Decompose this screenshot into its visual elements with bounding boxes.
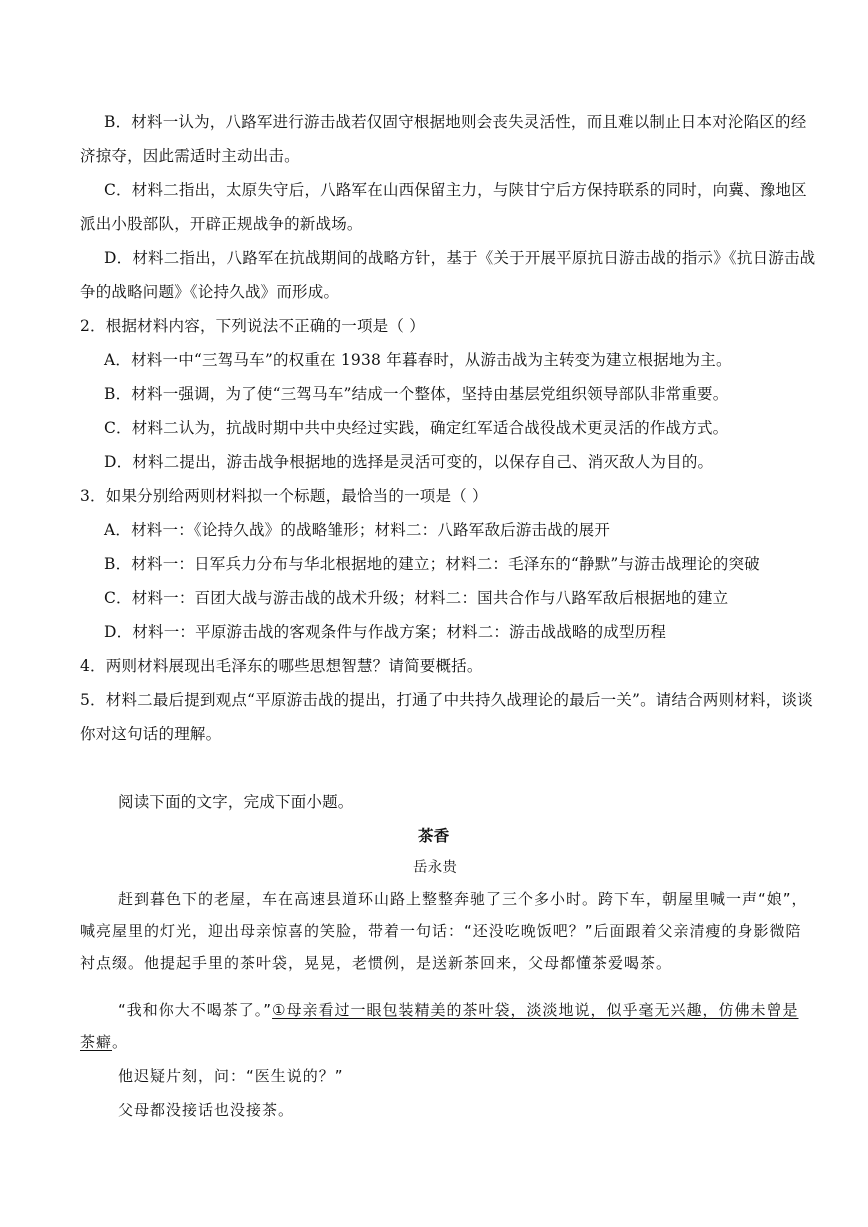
story-author: 岳永贵 — [413, 860, 458, 876]
q1-option-c-line1: C．材料二指出，太原失守后，八路军在山西保留主力，与陕甘宁后方保持联系的同时，向冀、豫地区 — [104, 181, 807, 199]
q1-option-c-line2: 派出小股部队，开辟正规战争的新战场。 — [80, 215, 363, 233]
q1-option-b-line1: B．材料一认为，八路军进行游击战若仅固守根据地则会丧失灵活性，而且难以制止日本对沦陷区的经 — [104, 113, 807, 131]
q2-option-c: C．材料二认为，抗战时期中共中央经过实践，确定红军适合战役战术更灵活的作战方式。 — [104, 419, 729, 437]
story-p2-period: 。 — [112, 1033, 129, 1051]
reading-instruction: 阅读下面的文字，完成下面小题。 — [118, 793, 354, 811]
story-p4: 父母都没接话也没接茶。 — [118, 1101, 295, 1119]
story-p3: 他迟疑片刻，问：“医生说的？” — [118, 1067, 344, 1085]
q4-stem: 4．两则材料展现出毛泽东的哪些思想智慧？请简要概括。 — [80, 657, 483, 675]
q3-stem: 3．如果分别给两则材料拟一个标题，最恰当的一项是（ ） — [80, 487, 488, 505]
q5-stem-line1: 5．材料二最后提到观点“平原游击战的提出，打通了中共持久战理论的最后一关”。请结合两则材料，谈谈 — [80, 691, 813, 709]
story-title: 茶香 — [418, 826, 450, 845]
story-p1-line2: 喊亮屋里的灯光，迎出母亲惊喜的笑脸，带着一句话：“还没吃晚饭吧？”后面跟着父亲清瘦的身影微陪 — [80, 922, 802, 940]
q2-stem: 2．根据材料内容，下列说法不正确的一项是（ ） — [80, 317, 425, 335]
q1-option-b-line2: 济掠夺，因此需适时主动出击。 — [80, 147, 300, 165]
story-p1-line1: 赶到暮色下的老屋，车在高速县道环山路上整整奔驰了三个多小时。跨下车，朝屋里喊一声“娘”， — [118, 890, 808, 908]
q1-option-d-line1: D．材料二指出，八路军在抗战期间的战略方针，基于《关于开展平原抗日游击战的指示》《抗日游击战 — [104, 249, 816, 267]
story-p2-line2 — [80, 1032, 128, 1052]
story-p2-quote: “我和你大不喝茶了。” — [118, 1001, 273, 1019]
q1-option-d-line2: 争的战略问题》《论持久战》而形成。 — [80, 283, 340, 301]
q2-option-d: D．材料二提出，游击战争根据地的选择是灵活可变的，以保存自己、消灭敌人为目的。 — [104, 453, 714, 471]
q3-option-d: D．材料一：平原游击战的客观条件与作战方案；材料二：游击战战略的成型历程 — [104, 623, 667, 641]
q2-option-a: A．材料一中“三驾马车”的权重在 1938 年暮春时，从游击战为主转变为建立根据地为主。 — [104, 351, 732, 369]
q2-option-b: B．材料一强调，为了使“三驾马车”结成一个整体，坚持由基层党组织领导部队非常重要。 — [104, 385, 729, 403]
story-p1-line3: 衬点缀。他提起手里的茶叶袋，晃晃，老惯例，是送新茶回来，父母都懂茶爱喝茶。 — [80, 954, 673, 972]
story-p2-underlined-sentence: ①母亲看过一眼包装精美的茶叶袋，淡淡地说，似乎毫无兴趣，仿佛未曾是 — [272, 1001, 799, 1019]
q3-option-b: B．材料一：日军兵力分布与华北根据地的建立；材料二：毛泽东的“静默”与游击战理论的突破 — [104, 555, 760, 573]
story-p2-line1 — [118, 1000, 799, 1020]
q3-option-a: A．材料一：《论持久战》的战略雏形；材料二：八路军敌后游击战的展开 — [104, 521, 611, 539]
story-p2-underlined-end: 茶癖 — [80, 1033, 113, 1051]
q5-stem-line2: 你对这句话的理解。 — [80, 725, 222, 743]
q3-option-c: C．材料一：百团大战与游击战的战术升级；材料二：国共合作与八路军敌后根据地的建立 — [104, 589, 729, 607]
